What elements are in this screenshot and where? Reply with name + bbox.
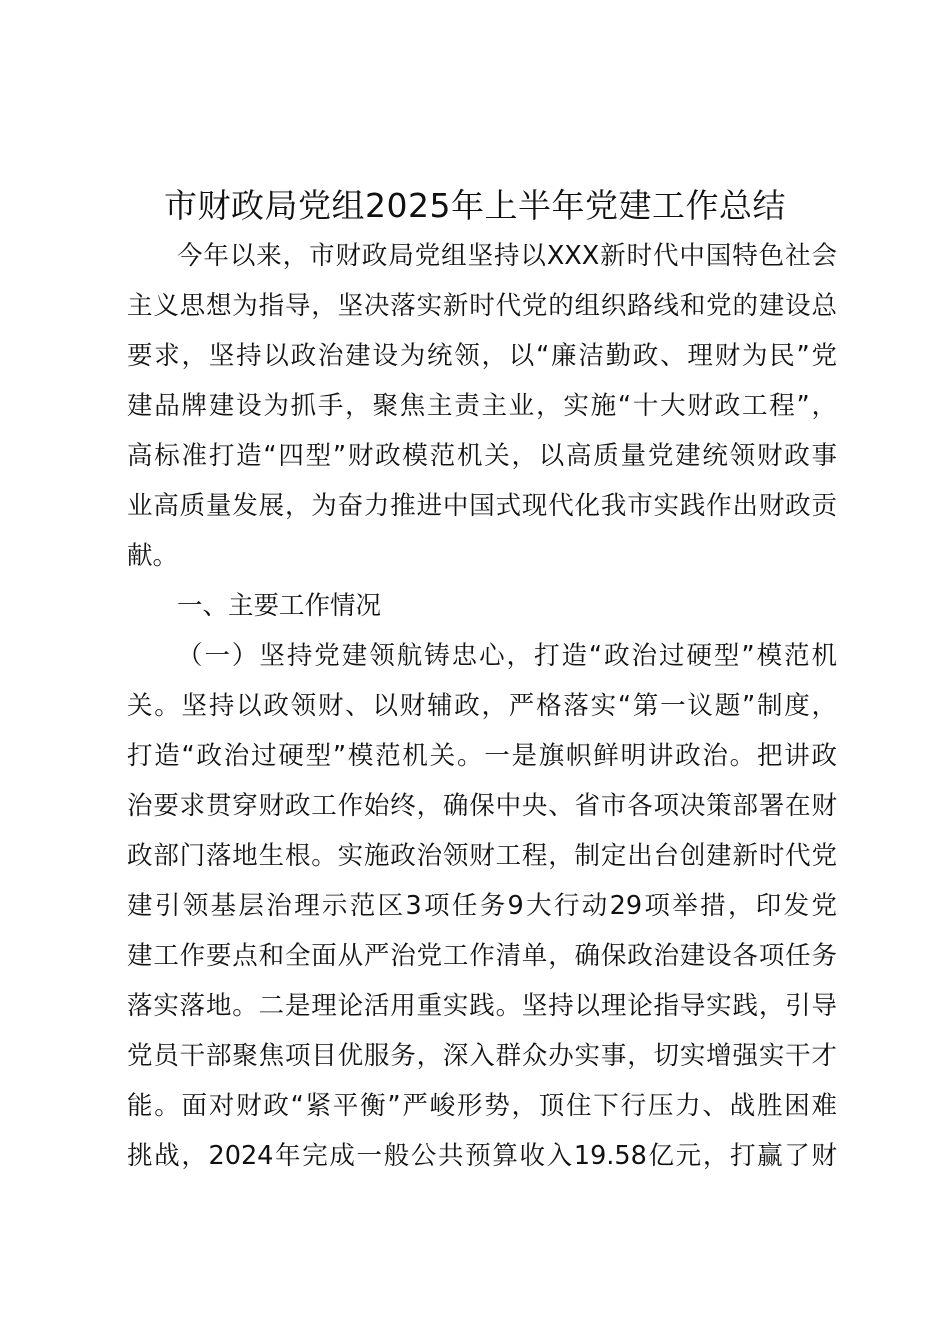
section-heading: 一、主要工作情况	[177, 591, 382, 621]
paragraph-line: 挑战，2024年完成一般公共预算收入19.58亿元，打赢了财	[127, 1141, 837, 1171]
paragraph-line: 献。	[127, 541, 179, 571]
paragraph-line: 落实落地。二是理论活用重实践。坚持以理论指导实践，引导	[127, 991, 837, 1021]
paragraph-line: 治要求贯穿财政工作始终，确保中央、省市各项决策部署在财	[127, 791, 837, 821]
paragraph-line: 能。面对财政“紧平衡”严峻形势，顶住下行压力、战胜困难	[127, 1091, 837, 1121]
paragraph-line: 业高质量发展，为奋力推进中国式现代化我市实践作出财政贡	[127, 491, 837, 521]
paragraph-line: 主义思想为指导，坚决落实新时代党的组织路线和党的建设总	[127, 291, 837, 321]
document-body	[127, 231, 837, 1181]
paragraph-line: 高标准打造“四型”财政模范机关，以高质量党建统领财政事	[127, 441, 837, 471]
paragraph-line: 政部门落地生根。实施政治领财工程，制定出台创建新时代党	[127, 841, 837, 871]
paragraph-line: 建工作要点和全面从严治党工作清单，确保政治建设各项任务	[127, 941, 837, 971]
paragraph-line: 党员干部聚焦项目优服务，深入群众办实事，切实增强实干才	[127, 1041, 837, 1071]
subsection-heading-line: （一）坚持党建领航铸忠心，打造“政治过硬型”模范机	[177, 641, 837, 671]
paragraph-line: 今年以来，市财政局党组坚持以XXX新时代中国特色社会	[177, 241, 837, 271]
paragraph-line: 建品牌建设为抓手，聚焦主责主业，实施“十大财政工程”，	[127, 391, 837, 421]
paragraph-line: 关。坚持以政领财、以财辅政，严格落实“第一议题”制度，	[127, 691, 837, 721]
paragraph-line: 建引领基层治理示范区3项任务9大行动29项举措，印发党	[127, 891, 837, 921]
document-title: 市财政局党组2025年上半年党建工作总结	[164, 186, 786, 225]
paragraph-line: 打造“政治过硬型”模范机关。一是旗帜鲜明讲政治。把讲政	[127, 741, 837, 771]
paragraph-line: 要求，坚持以政治建设为统领，以“廉洁勤政、理财为民”党	[127, 341, 837, 371]
